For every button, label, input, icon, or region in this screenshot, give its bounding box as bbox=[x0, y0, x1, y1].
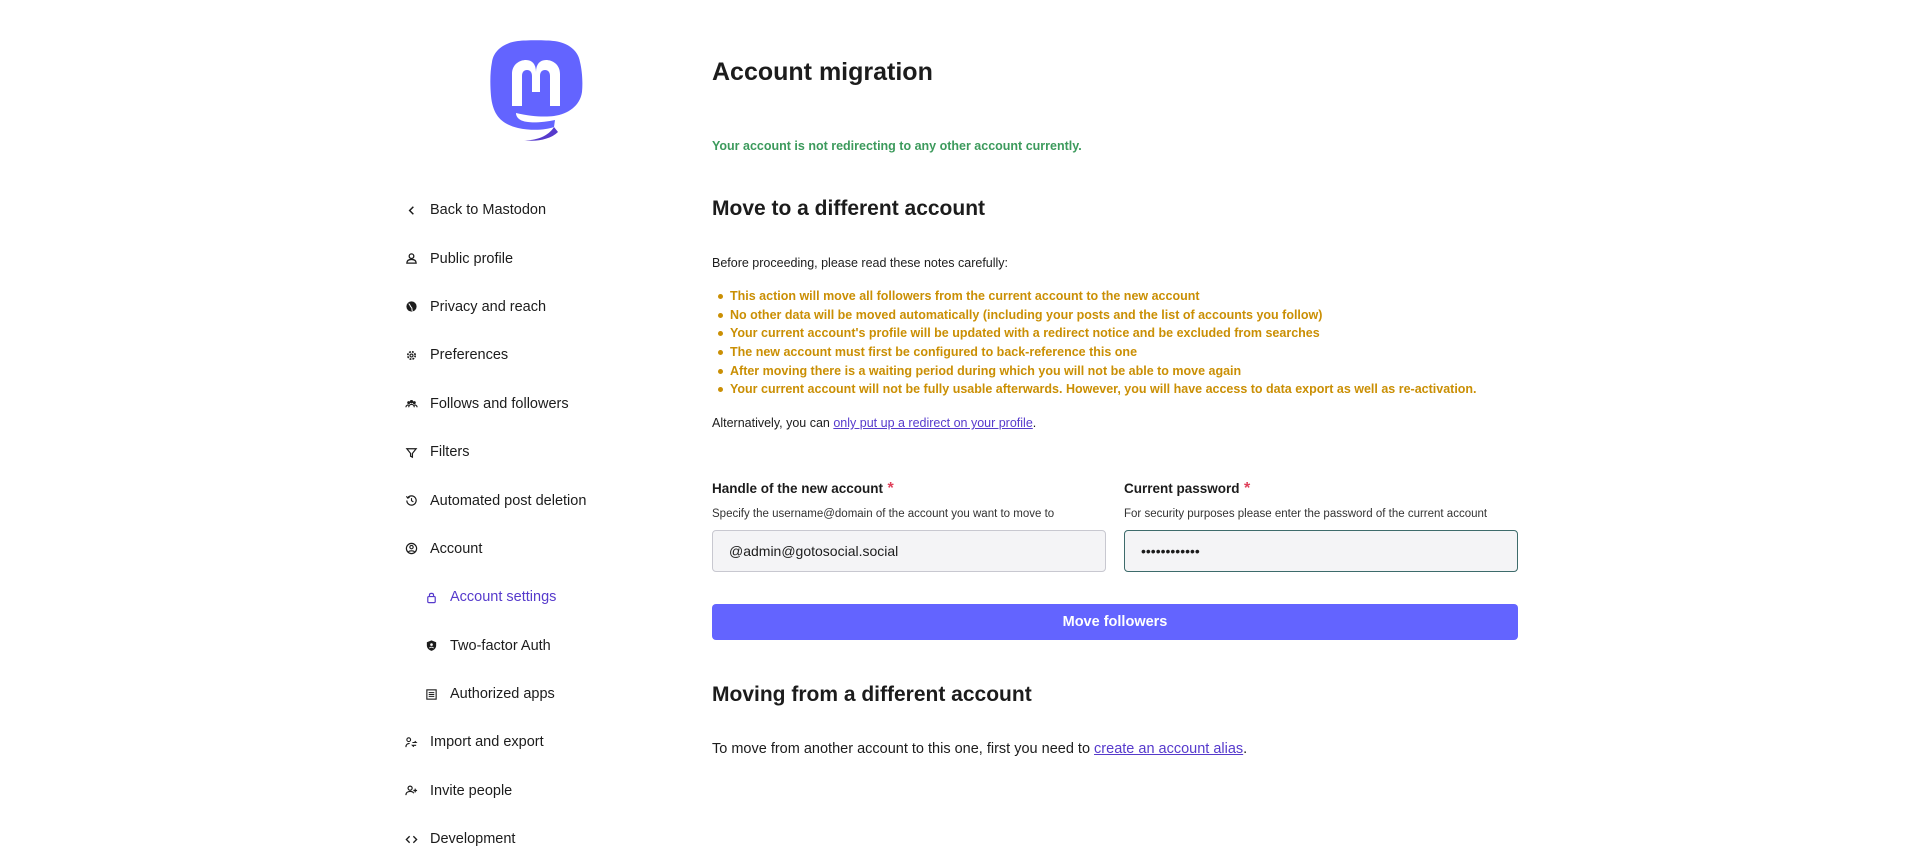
sidebar-item-follows[interactable] bbox=[400, 380, 680, 428]
sidebar-item-label: Two-factor Auth bbox=[450, 637, 551, 654]
person-add-icon bbox=[404, 784, 418, 798]
page-title: Account migration bbox=[712, 58, 933, 86]
account-circle-icon bbox=[404, 542, 418, 556]
sidebar-item-label: Filters bbox=[430, 444, 470, 461]
settings-nav bbox=[400, 186, 680, 852]
sidebar-item-label: Automated post deletion bbox=[430, 492, 587, 509]
warning-list bbox=[712, 287, 1477, 399]
warning-item: Your current account's profile will be updated with a redirect notice and be excluded from searches bbox=[712, 324, 1477, 343]
sidebar bbox=[0, 0, 690, 852]
sidebar-item-development[interactable] bbox=[400, 815, 680, 852]
sidebar-item-label: Account bbox=[430, 540, 483, 557]
move-followers-button[interactable]: Move followers bbox=[712, 604, 1518, 640]
code-icon bbox=[404, 832, 418, 846]
sidebar-item-account-settings[interactable] bbox=[400, 573, 680, 621]
alternative-text: Alternatively, you can bbox=[712, 416, 834, 430]
warning-item: Your current account will not be fully usable afterwards. However, you will have access to data export as well as re-activation. bbox=[712, 380, 1477, 399]
alternative-period: . bbox=[1032, 416, 1037, 430]
move-section-heading: Move to a different account bbox=[712, 197, 986, 220]
create-alias-link[interactable]: create an account alias bbox=[1094, 741, 1244, 757]
sidebar-item-preferences[interactable] bbox=[400, 331, 680, 379]
lock-icon bbox=[424, 590, 438, 604]
sidebar-item-filters[interactable] bbox=[400, 428, 680, 476]
mastodon-logo[interactable] bbox=[488, 40, 584, 142]
history-icon bbox=[404, 494, 418, 508]
sidebar-item-label: Invite people bbox=[430, 782, 513, 799]
sidebar-item-label: Preferences bbox=[430, 347, 509, 364]
alias-period: . bbox=[1243, 741, 1248, 757]
redirect-profile-link[interactable]: only put up a redirect on your profile bbox=[833, 416, 1033, 430]
import-export-icon bbox=[404, 735, 418, 749]
moving-from-heading: Moving from a different account bbox=[712, 683, 1032, 706]
sidebar-item-post-deletion[interactable] bbox=[400, 476, 680, 524]
filter-icon bbox=[404, 445, 418, 459]
notes-intro: Before proceeding, please read these notes carefully: bbox=[712, 256, 1009, 270]
handle-hint: Specify the username@domain of the account you want to move to bbox=[712, 508, 1055, 520]
sidebar-item-label: Import and export bbox=[430, 734, 544, 751]
sidebar-item-label: Authorized apps bbox=[450, 686, 555, 703]
sidebar-item-privacy[interactable] bbox=[400, 283, 680, 331]
list-icon bbox=[424, 687, 438, 701]
sidebar-item-import-export[interactable] bbox=[400, 718, 680, 766]
sidebar-item-label: Back to Mastodon bbox=[430, 202, 547, 219]
sidebar-item-label: Development bbox=[430, 831, 516, 848]
current-password-input[interactable]: •••••••••••• bbox=[1124, 530, 1518, 572]
required-marker: * bbox=[887, 480, 894, 497]
password-field-group bbox=[1124, 480, 1518, 572]
new-account-handle-input[interactable]: @admin@gotosocial.social bbox=[712, 530, 1106, 572]
shield-icon bbox=[424, 639, 438, 653]
warning-item: The new account must first be configured to back-reference this one bbox=[712, 343, 1477, 362]
warning-item: After moving there is a waiting period during which you will not be able to move again bbox=[712, 362, 1477, 381]
sidebar-item-label: Follows and followers bbox=[430, 395, 569, 412]
alias-note bbox=[712, 741, 1247, 757]
globe-icon bbox=[404, 300, 418, 314]
sidebar-item-account[interactable] bbox=[400, 525, 680, 573]
redirect-status: Your account is not redirecting to any other account currently. bbox=[712, 139, 1082, 153]
alias-text: To move from another account to this one, first you need to bbox=[712, 741, 1095, 757]
warning-item: No other data will be moved automatically (including your posts and the list of accounts you follow) bbox=[712, 306, 1477, 325]
sidebar-item-invite[interactable] bbox=[400, 767, 680, 815]
handle-field-group bbox=[712, 480, 1106, 572]
password-label: Current password bbox=[1124, 481, 1240, 496]
alternative-note bbox=[712, 416, 1036, 430]
warning-item: This action will move all followers from the current account to the new account bbox=[712, 287, 1477, 306]
sidebar-item-label: Privacy and reach bbox=[430, 298, 547, 315]
handle-label: Handle of the new account bbox=[712, 481, 884, 496]
person-icon bbox=[404, 252, 418, 266]
password-hint: For security purposes please enter the password of the current account bbox=[1124, 508, 1488, 520]
sidebar-item-authorized-apps[interactable] bbox=[400, 670, 680, 718]
sidebar-item-label: Public profile bbox=[430, 250, 514, 267]
sidebar-item-label: Account settings bbox=[450, 589, 557, 606]
group-icon bbox=[404, 397, 418, 411]
chevron-left-icon bbox=[404, 203, 418, 217]
sidebar-item-back[interactable] bbox=[400, 186, 680, 234]
gear-icon bbox=[404, 348, 418, 362]
sidebar-item-public-profile[interactable] bbox=[400, 234, 680, 282]
required-marker: * bbox=[1243, 480, 1251, 497]
sidebar-item-two-factor[interactable] bbox=[400, 622, 680, 670]
